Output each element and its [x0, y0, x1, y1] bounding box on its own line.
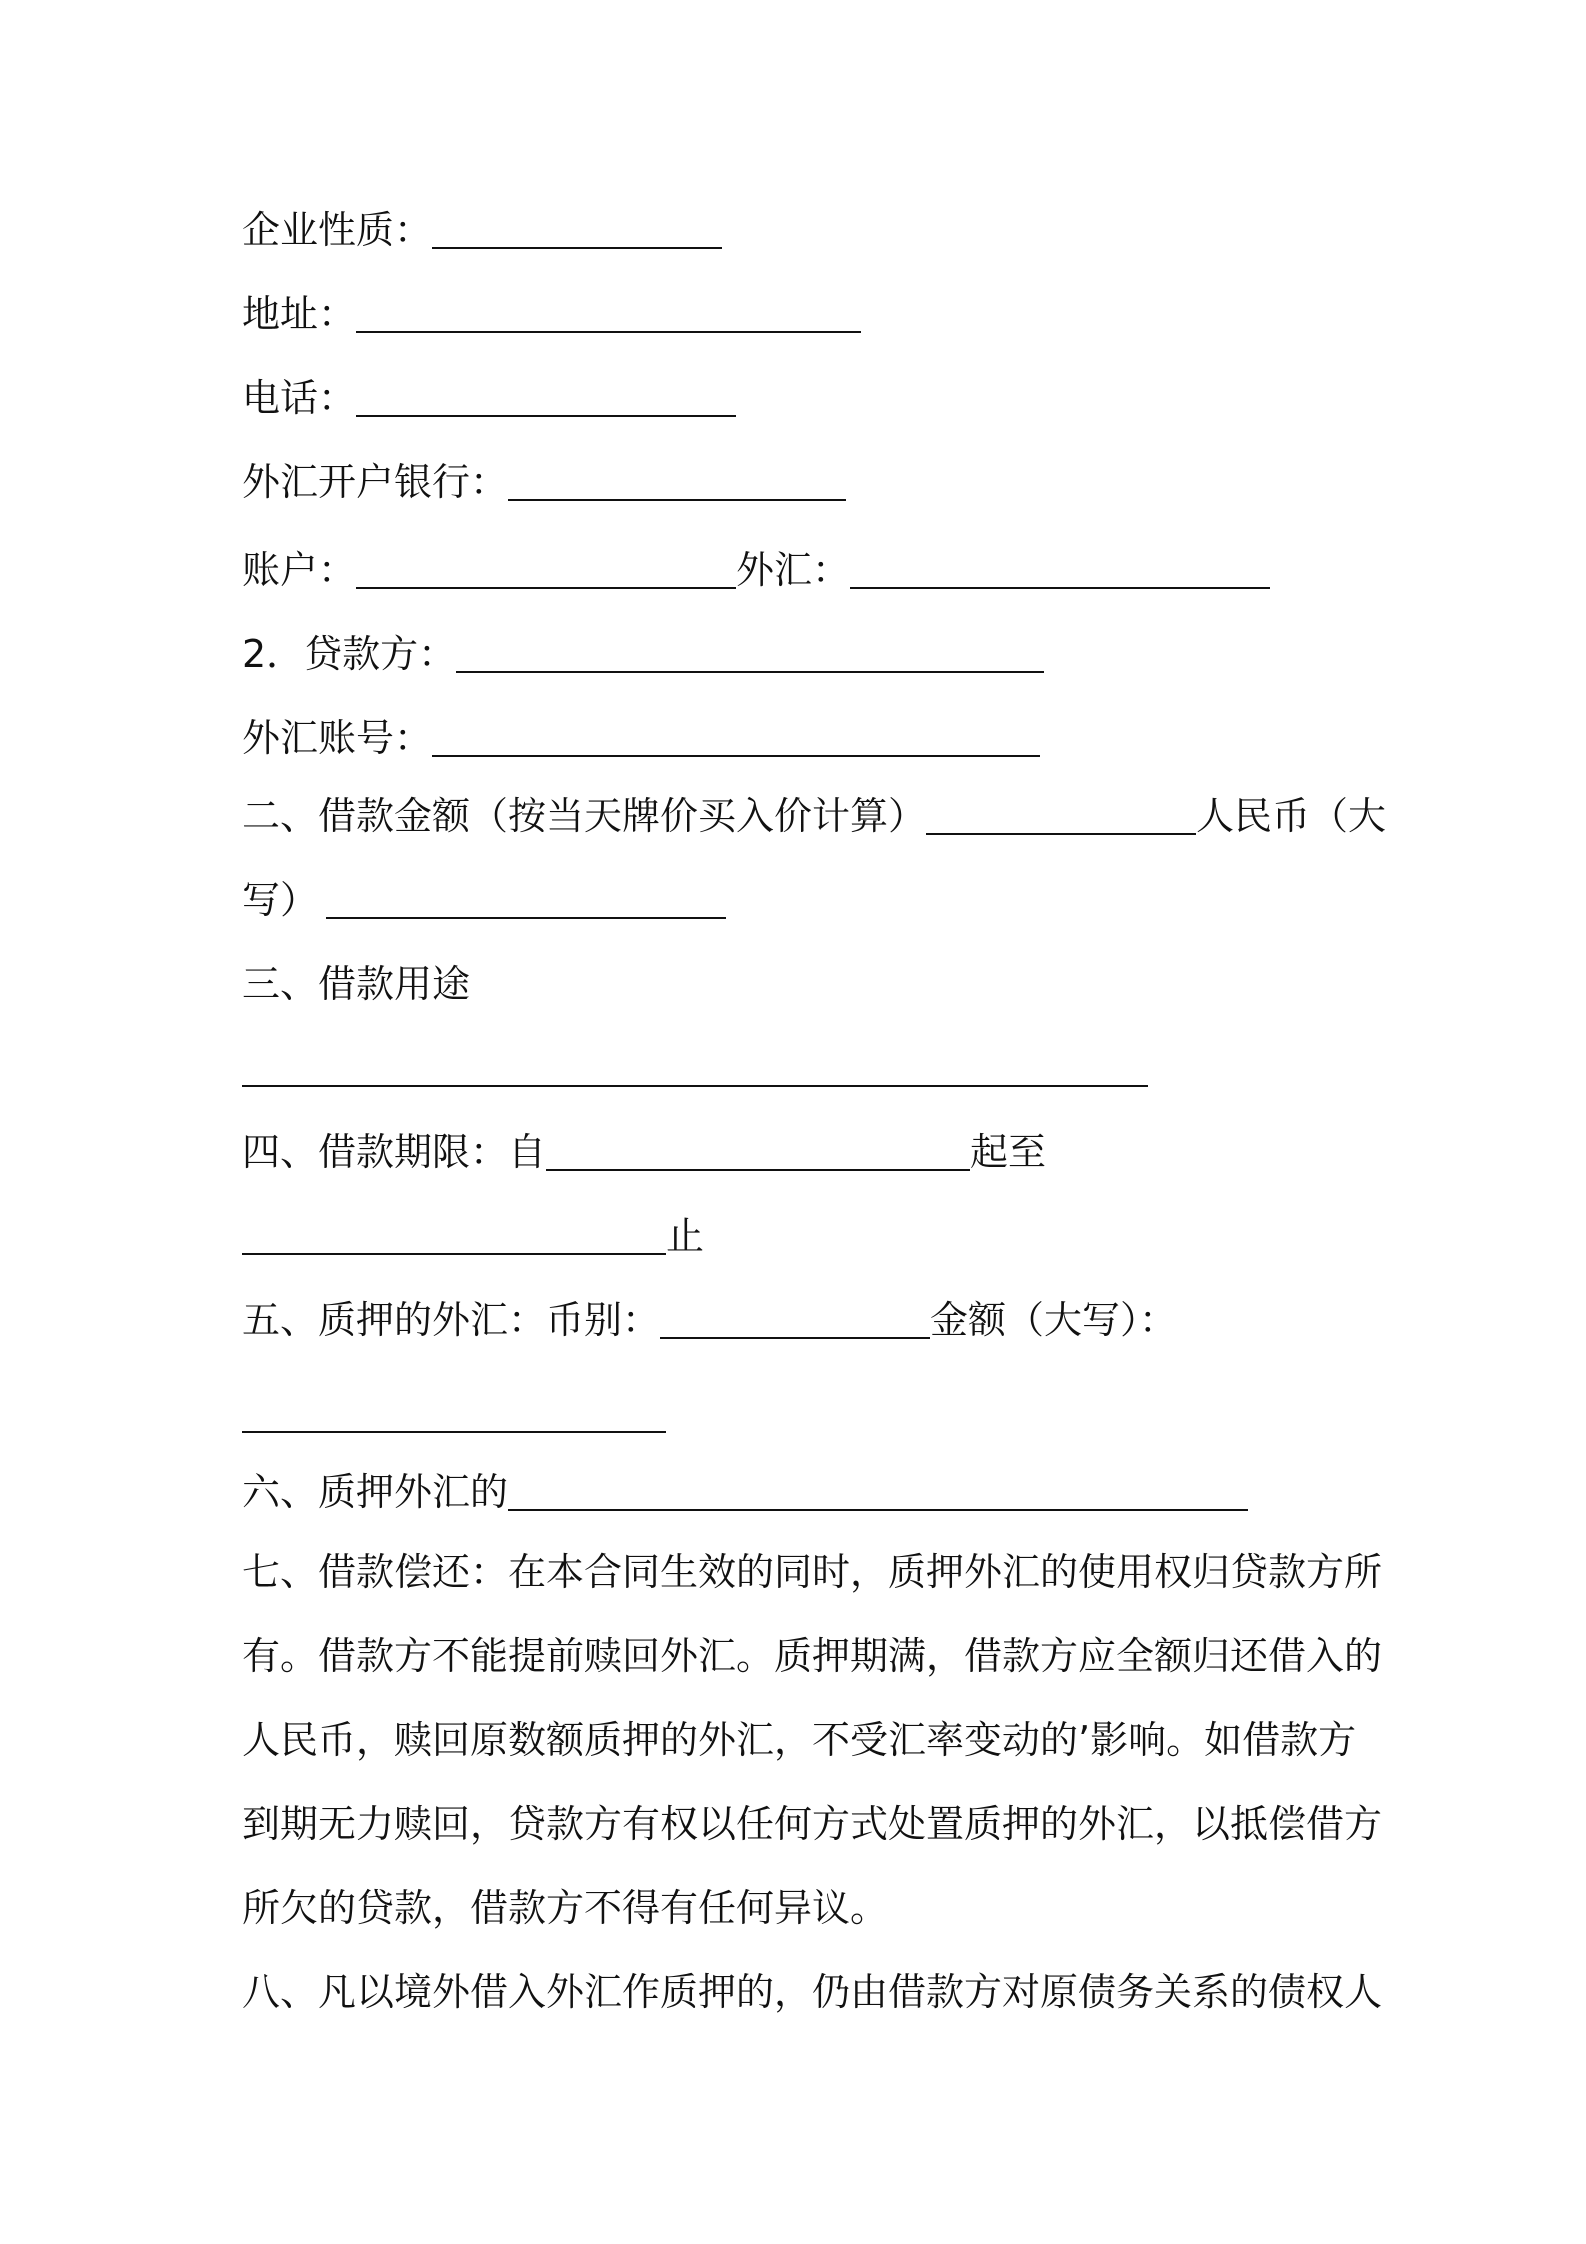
line-account	[242, 546, 1362, 594]
label-loan-amount: 二、借款金额（按当天牌价买入价计算）	[242, 794, 927, 838]
label-fx-bank: 外汇开户银行：	[242, 460, 509, 504]
line-loan-amount	[242, 792, 1387, 840]
blank-account[interactable]	[356, 551, 736, 589]
blank-pledged-fx-item6[interactable]	[508, 1473, 1248, 1511]
blank-enterprise-nature[interactable]	[432, 211, 722, 249]
label-until: 起至	[970, 1130, 1047, 1174]
label-pledged-fx-item6: 六、质押外汇的	[242, 1470, 509, 1514]
blank-term-start[interactable]	[546, 1133, 970, 1171]
label-account: 账户：	[242, 548, 357, 592]
blank-phone[interactable]	[356, 379, 736, 417]
line-loan-amount-cont	[242, 876, 1362, 924]
line-loan-purpose-blank	[242, 1044, 1362, 1092]
blank-pledged-amount[interactable]	[242, 1395, 666, 1433]
line-pledged-amount-blank	[242, 1390, 1362, 1438]
paragraph-repayment-line1: 七、借款偿还：在本合同生效的同时，质押外汇的使用权归贷款方所	[242, 1550, 1383, 1594]
blank-currency[interactable]	[660, 1301, 930, 1339]
blank-loan-amount[interactable]	[926, 797, 1196, 835]
line-phone	[242, 374, 1362, 422]
line-pledged-fx-item6	[242, 1468, 1362, 1516]
label-lender: 2．贷款方：	[242, 632, 457, 676]
label-enterprise-nature: 企业性质：	[242, 208, 433, 252]
label-loan-term: 四、借款期限：自	[242, 1130, 547, 1174]
line-fx-bank	[242, 458, 1362, 506]
line-enterprise-nature	[242, 206, 1362, 254]
line-loan-term-end	[242, 1212, 1362, 1260]
label-end: 止	[666, 1214, 705, 1258]
blank-fx-account-number[interactable]	[432, 719, 1040, 757]
blank-address[interactable]	[356, 295, 861, 333]
blank-foreign-exchange[interactable]	[850, 551, 1270, 589]
paragraph-repayment-line3: 人民币，赎回原数额质押的外汇，不受汇率变动的’影响。如借款方	[242, 1718, 1357, 1762]
label-foreign-exchange: 外汇：	[736, 548, 851, 592]
blank-fx-bank[interactable]	[508, 463, 846, 501]
line-fx-account-number	[242, 714, 1362, 762]
label-address: 地址：	[242, 292, 357, 336]
blank-lender[interactable]	[456, 635, 1044, 673]
paragraph-overseas-line1: 八、凡以境外借入外汇作质押的，仍由借款方对原债务关系的债权人	[242, 1970, 1383, 2014]
line-address	[242, 290, 1362, 338]
line-lender	[242, 630, 1362, 678]
label-rmb-uppercase: 人民币（大	[1196, 794, 1387, 838]
label-phone: 电话：	[242, 376, 357, 420]
label-pledged-currency: 五、质押的外汇：币别：	[242, 1298, 661, 1342]
blank-rmb-uppercase[interactable]	[326, 881, 726, 919]
paragraph-repayment-line5: 所欠的贷款，借款方不得有任何异议。	[242, 1886, 889, 1930]
line-loan-purpose	[242, 960, 1362, 1008]
label-amount-uppercase: 金额（大写）：	[930, 1298, 1178, 1342]
paragraph-repayment-line4: 到期无力赎回，贷款方有权以任何方式处置质押的外汇，以抵偿借方	[242, 1802, 1383, 1846]
blank-term-end[interactable]	[242, 1217, 666, 1255]
label-uppercase-close: 写）	[242, 878, 319, 922]
paragraph-repayment-line2: 有。借款方不能提前赎回外汇。质押期满，借款方应全额归还借入的	[242, 1634, 1383, 1678]
label-fx-account-number: 外汇账号：	[242, 716, 433, 760]
line-loan-term	[242, 1128, 1362, 1176]
line-pledged-fx	[242, 1296, 1362, 1344]
heading-loan-purpose: 三、借款用途	[242, 962, 471, 1006]
blank-loan-purpose[interactable]	[242, 1049, 1148, 1087]
